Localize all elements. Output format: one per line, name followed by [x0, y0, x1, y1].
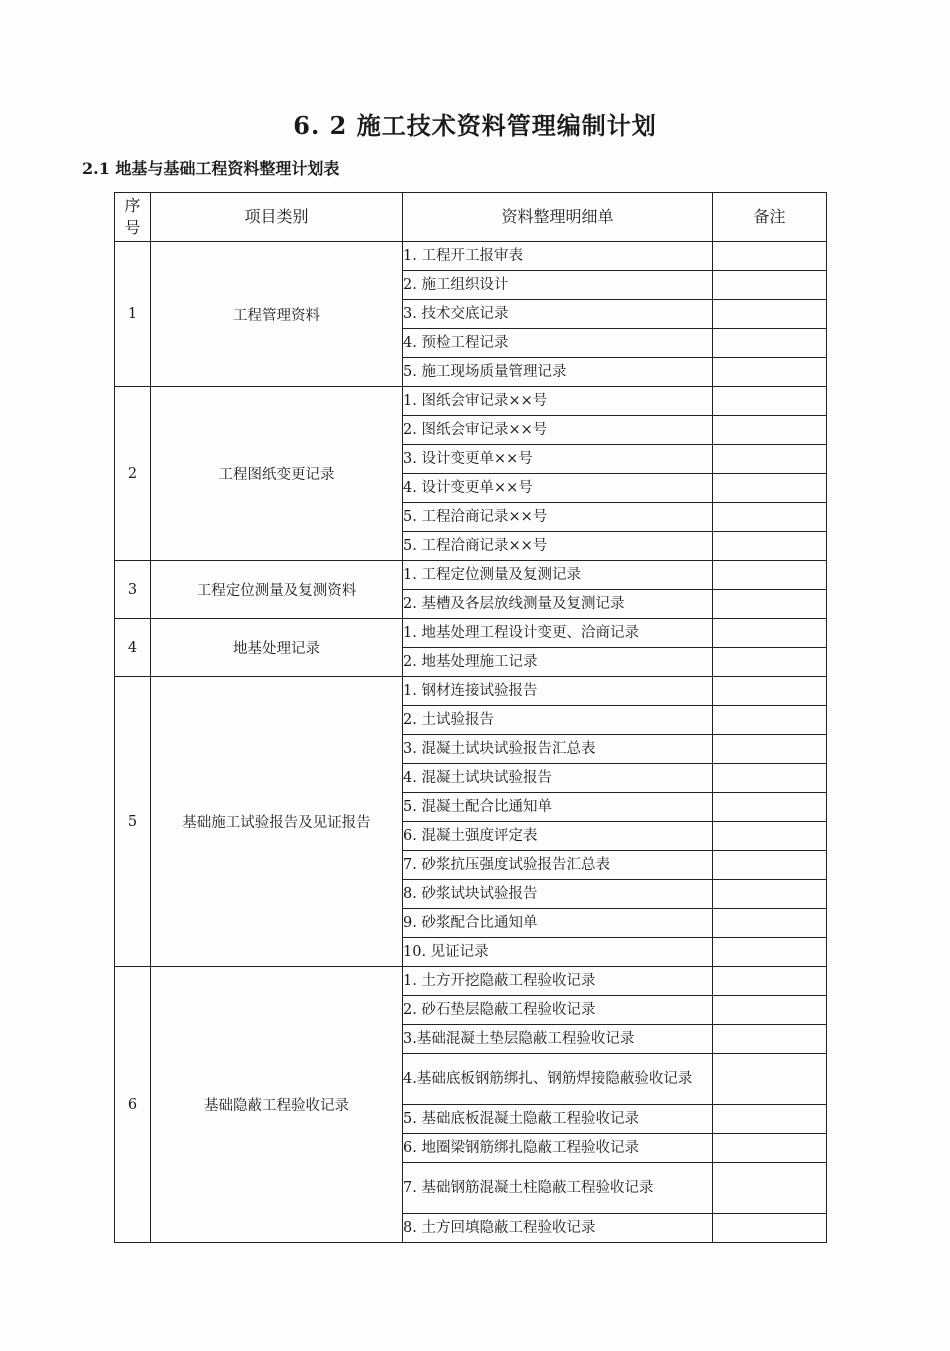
detail-item: 7. 基础钢筋混凝土柱隐蔽工程验收记录 — [403, 1163, 713, 1214]
row-number: 6 — [115, 967, 151, 1243]
row-number: 5 — [115, 677, 151, 967]
note-cell — [713, 909, 827, 938]
note-cell — [713, 532, 827, 561]
note-cell — [713, 735, 827, 764]
detail-item: 4.基础底板钢筋绑扎、钢筋焊接隐蔽验收记录 — [403, 1054, 713, 1105]
page-title: 6. 2 施工技术资料管理编制计划 — [293, 111, 657, 140]
detail-item: 2. 地基处理施工记录 — [403, 648, 713, 677]
note-cell — [713, 271, 827, 300]
note-cell — [713, 1105, 827, 1134]
table-row — [115, 619, 827, 648]
detail-item: 9. 砂浆配合比通知单 — [403, 909, 713, 938]
table-row — [115, 561, 827, 590]
note-cell — [713, 938, 827, 967]
detail-item: 3. 设计变更单××号 — [403, 445, 713, 474]
detail-item: 5. 工程洽商记录××号 — [403, 503, 713, 532]
note-cell — [713, 677, 827, 706]
table-caption: 2.1 地基与基础工程资料整理计划表 — [82, 159, 340, 178]
row-number: 1 — [115, 242, 151, 387]
detail-item: 5. 基础底板混凝土隐蔽工程验收记录 — [403, 1105, 713, 1134]
category-cell: 基础隐蔽工程验收记录 — [151, 967, 403, 1243]
header-note: 备注 — [713, 193, 827, 242]
note-cell — [713, 1163, 827, 1214]
detail-item: 1. 钢材连接试验报告 — [403, 677, 713, 706]
note-cell — [713, 561, 827, 590]
detail-item: 8. 砂浆试块试验报告 — [403, 880, 713, 909]
detail-item: 4. 混凝土试块试验报告 — [403, 764, 713, 793]
category-cell: 工程定位测量及复测资料 — [151, 561, 403, 619]
category-cell: 地基处理记录 — [151, 619, 403, 677]
category-cell: 工程管理资料 — [151, 242, 403, 387]
detail-item: 5. 混凝土配合比通知单 — [403, 793, 713, 822]
detail-item: 1. 地基处理工程设计变更、洽商记录 — [403, 619, 713, 648]
note-cell — [713, 793, 827, 822]
row-number: 4 — [115, 619, 151, 677]
note-cell — [713, 1025, 827, 1054]
table-row — [115, 387, 827, 416]
note-cell — [713, 358, 827, 387]
note-cell — [713, 851, 827, 880]
note-cell — [713, 764, 827, 793]
note-cell — [713, 387, 827, 416]
row-number: 3 — [115, 561, 151, 619]
table-body — [115, 242, 827, 1243]
detail-item: 2. 图纸会审记录××号 — [403, 416, 713, 445]
detail-item: 5. 施工现场质量管理记录 — [403, 358, 713, 387]
note-cell — [713, 1054, 827, 1105]
table-row — [115, 967, 827, 996]
header-category: 项目类别 — [151, 193, 403, 242]
detail-item: 1. 工程开工报审表 — [403, 242, 713, 271]
note-cell — [713, 880, 827, 909]
detail-item: 6. 地圈梁钢筋绑扎隐蔽工程验收记录 — [403, 1134, 713, 1163]
note-cell — [713, 1214, 827, 1243]
table-row — [115, 677, 827, 706]
detail-item: 3. 技术交底记录 — [403, 300, 713, 329]
header-detail: 资料整理明细单 — [403, 193, 713, 242]
note-cell — [713, 996, 827, 1025]
detail-item: 7. 砂浆抗压强度试验报告汇总表 — [403, 851, 713, 880]
detail-item: 10. 见证记录 — [403, 938, 713, 967]
detail-item: 2. 基槽及各层放线测量及复测记录 — [403, 590, 713, 619]
table-row — [115, 242, 827, 271]
note-cell — [713, 329, 827, 358]
row-number: 2 — [115, 387, 151, 561]
detail-item: 8. 土方回填隐蔽工程验收记录 — [403, 1214, 713, 1243]
note-cell — [713, 474, 827, 503]
note-cell — [713, 619, 827, 648]
note-cell — [713, 503, 827, 532]
note-cell — [713, 300, 827, 329]
note-cell — [713, 1134, 827, 1163]
note-cell — [713, 590, 827, 619]
detail-item: 4. 设计变更单××号 — [403, 474, 713, 503]
detail-item: 1. 图纸会审记录××号 — [403, 387, 713, 416]
note-cell — [713, 445, 827, 474]
note-cell — [713, 706, 827, 735]
table-header-row — [115, 193, 827, 242]
note-cell — [713, 822, 827, 851]
detail-item: 3. 混凝土试块试验报告汇总表 — [403, 735, 713, 764]
header-no: 序号 — [115, 193, 151, 242]
note-cell — [713, 648, 827, 677]
category-cell: 工程图纸变更记录 — [151, 387, 403, 561]
category-cell: 基础施工试验报告及见证报告 — [151, 677, 403, 967]
detail-item: 4. 预检工程记录 — [403, 329, 713, 358]
materials-plan-table — [114, 192, 827, 1243]
detail-item: 2. 施工组织设计 — [403, 271, 713, 300]
detail-item: 3.基础混凝土垫层隐蔽工程验收记录 — [403, 1025, 713, 1054]
note-cell — [713, 242, 827, 271]
detail-item: 6. 混凝土强度评定表 — [403, 822, 713, 851]
note-cell — [713, 967, 827, 996]
detail-item: 2. 砂石垫层隐蔽工程验收记录 — [403, 996, 713, 1025]
detail-item: 2. 土试验报告 — [403, 706, 713, 735]
detail-item: 1. 工程定位测量及复测记录 — [403, 561, 713, 590]
note-cell — [713, 416, 827, 445]
detail-item: 1. 土方开挖隐蔽工程验收记录 — [403, 967, 713, 996]
detail-item: 5. 工程洽商记录××号 — [403, 532, 713, 561]
